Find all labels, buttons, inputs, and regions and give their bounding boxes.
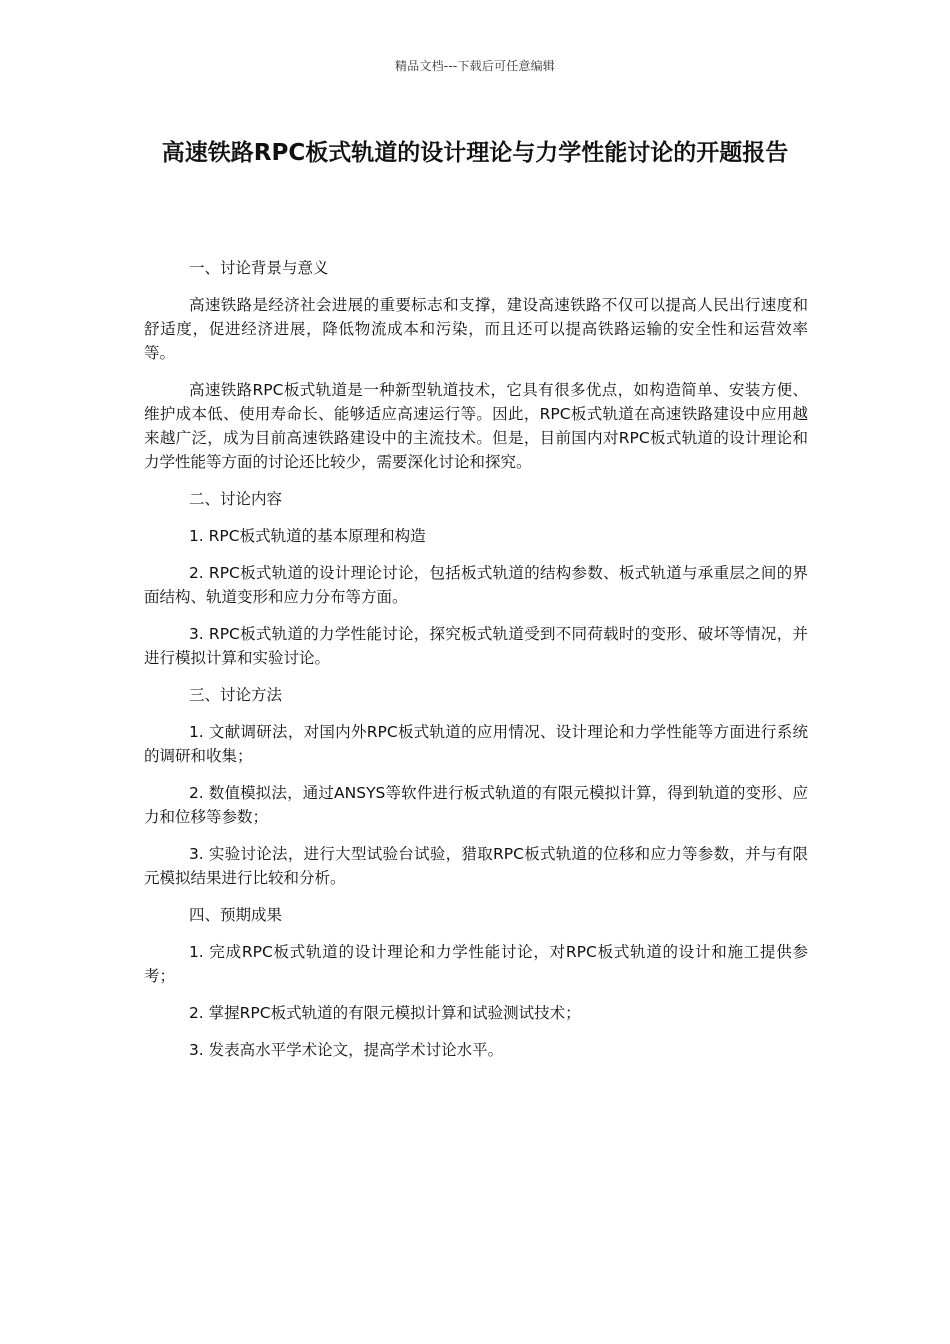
- outcome-item-1: 1. 完成RPC板式轨道的设计理论和力学性能讨论，对RPC板式轨道的设计和施工提供参考；: [144, 943, 808, 985]
- paragraph-background-1: 高速铁路是经济社会进展的重要标志和支撑，建设高速铁路不仅可以提高人民出行速度和舒适度，促进经济进展，降低物流成本和污染，而且还可以提高铁路运输的安全性和运营效率等。: [144, 296, 808, 362]
- section-heading-methods: 三、讨论方法: [188, 686, 282, 704]
- content-item-2: 2. RPC板式轨道的设计理论讨论，包括板式轨道的结构参数、板式轨道与承重层之间的界面结构、轨道变形和应力分布等方面。: [144, 564, 808, 606]
- outcome-item-2: 2. 掌握RPC板式轨道的有限元模拟计算和试验测试技术；: [188, 1004, 581, 1022]
- method-item-1: 1. 文献调研法，对国内外RPC板式轨道的应用情况、设计理论和力学性能等方面进行系统的调研和收集；: [144, 723, 808, 765]
- outcome-item-3: 3. 发表高水平学术论文，提高学术讨论水平。: [188, 1041, 504, 1059]
- document-body: [144, 256, 808, 1075]
- document-title: 高速铁路RPC板式轨道的设计理论与力学性能讨论的开题报告: [161, 140, 789, 166]
- section-heading-background: 一、讨论背景与意义: [188, 259, 329, 277]
- method-item-3: 3. 实验讨论法，进行大型试验台试验，猎取RPC板式轨道的位移和应力等参数，并与有限元模拟结果进行比较和分析。: [144, 845, 808, 887]
- section-heading-content: 二、讨论内容: [188, 490, 282, 508]
- header-note: 精品文档---下载后可任意编辑: [395, 59, 555, 73]
- method-item-2: 2. 数值模拟法，通过ANSYS等软件进行板式轨道的有限元模拟计算，得到轨道的变形、应力和位移等参数；: [144, 784, 808, 826]
- section-heading-outcomes: 四、预期成果: [188, 906, 282, 924]
- content-item-1: 1. RPC板式轨道的基本原理和构造: [188, 527, 426, 545]
- content-item-3: 3. RPC板式轨道的力学性能讨论，探究板式轨道受到不同荷载时的变形、破坏等情况，并进行模拟计算和实验讨论。: [144, 625, 808, 667]
- paragraph-background-2: 高速铁路RPC板式轨道是一种新型轨道技术，它具有很多优点，如构造简单、安装方便、维护成本低、使用寿命长、能够适应高速运行等。因此，RPC板式轨道在高速铁路建设中应用越来越广泛，成为目前高速铁路建设中的主流技术。但是，目前国内对RPC板式轨道的设计理论和力学性能等方面的讨论还比较少，需要深化讨论和探究。: [144, 381, 808, 471]
